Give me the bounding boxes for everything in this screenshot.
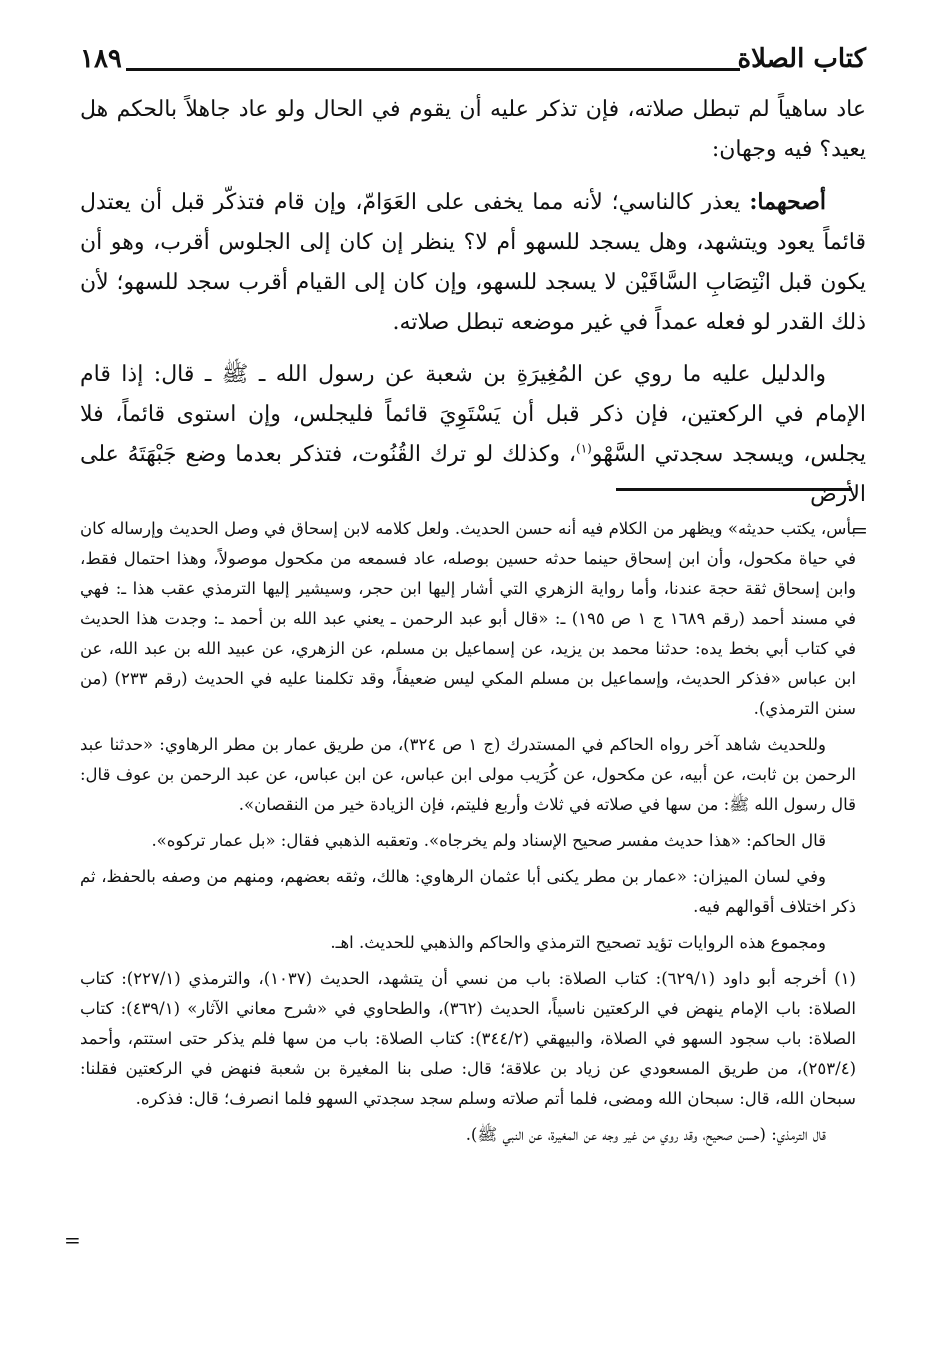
main-paragraph-3-text-b: ، وكذلك لو ترك القُنُوت، فتذكر بعدما وضع جَبْهَتَهُ على الأرض [80, 442, 866, 507]
page-number: ١٨٩ [80, 44, 122, 74]
continuation-mark: = [851, 518, 868, 542]
chapter-title: كتاب الصلاة [737, 44, 866, 74]
footnote-paragraph-4: وفي لسان الميزان: «عمار بن مطر يكنى أبا عثمان الرهاوي: هالك، وثقه بعضهم، ومنهم من وصفه بالحفظ، ثم ذكر اختلاف أقوالهم فيه. [80, 867, 856, 916]
footnote-divider [616, 488, 852, 491]
main-paragraph-3-text-a: والدليل عليه ما روي عن المُغِيرَةِ بن شعبة عن رسول الله ـ ﷺ ـ قال: إذا قام الإمام في الركعتين، فإن ذكر قبل أن يَسْتَوِيَ قائماً فليجلس، وإن استوى قائماً، فلا يجلس، ويسجد سجدتي السَّهْو [80, 362, 867, 467]
lead-term: أصحهما: [749, 189, 826, 215]
footnote-ref-1[interactable]: (١) [576, 441, 592, 456]
footnote-paragraph-7: قال الترمذي: (حسن صحيح، وقد روي من غير وجه عن المغيرة، عن النبي ﷺ). [465, 1125, 826, 1144]
footnote-paragraph-5: ومجموع هذه الروايات تؤيد تصحيح الترمذي والحاكم والذهبي للحديث. اهـ. [330, 933, 826, 952]
footnotes [80, 514, 856, 1156]
header-rule [126, 68, 740, 71]
footnote-paragraph-2: وللحديث شاهد آخر رواه الحاكم في المستدرك (ج ١ ص ٣٢٤)، من طريق عمار بن مطر الرهاوي: «حدثنا عبد الرحمن بن ثابت، عن أبيه، عن مكحول، عن كُرَيب مولى ابن عباس، عن ابن عباس، عن عبد الرحمن بن عوف قال: قال رسول الله ﷺ: من سها في صلاته في ثلاث وأربع فليتم، فإن الزيادة خير من النقصان». [80, 735, 856, 814]
running-header [80, 44, 866, 84]
main-paragraph-2-text: يعذر كالناسي؛ لأنه مما يخفى على العَوَامّ، وإن قام فتذكّر قبل أن يعتدل قائماً يعود ويتشهد، وهل يسجد للسهو أم لا؟ ينظر إن كان إلى الجلوس أقرب، وهو أن يكون قبل انْتِصَابِ السَّاقَيْن لا يسجد للسهو، وإن كان إلى القيام أقرب سجد للسهو؛ لأن ذلك القدر لو فعله عمداً في غير موضعه تبطل صلاته. [80, 190, 866, 335]
footnote-paragraph-3: قال الحاكم: «هذا حديث مفسر صحيح الإسناد ولم يخرجاه». وتعقبه الذهبي فقال: «بل عمار تركوه». [151, 831, 826, 850]
footnote-1: (١) أخرجه أبو داود (٦٢٩/١): كتاب الصلاة: باب من نسي أن يتشهد، الحديث (١٠٣٧)، والترمذي (٢٢٧/١): كتاب الصلاة: باب الإمام ينهض في الركعتين ناسياً، الحديث (٣٦٢)، والطحاوي في «شرح معاني الآثار» (٤٣٩/١): كتاب الصلاة: باب سجود السهو في الصلاة، والبيهقي (٣٤٤/٢): كتاب الصلاة: باب من سها فلم يذكر حتى استتم، وأحمد (٢٥٣/٤)، من طريق المسعودي عن زياد بن علاقة؛ قال: صلى بنا المغيرة بن شعبة فنهض في الركعتين فقلنا: سبحان الله، قال: سبحان الله ومضى، فلما أتم صلاته وسلم سجد سجدتي السهو فلما انصرف؛ قال: فذكره. [80, 969, 857, 1108]
end-continuation-mark: = [64, 1228, 81, 1252]
footnote-continued: بأس، يكتب حديثه» ويظهر من الكلام فيه أنه حسن الحديث. ولعل كلامه لابن إسحاق في وصل الحديث وإرساله كان في حياة مكحول، وأن ابن إسحاق حينما حدثه حسين بوصله، عاد فسمعه من مكحول موصولاً، وهذا احتمال فقط، وابن إسحاق ثقة حجة عندنا، وأما رواية الزهري التي أشار إليها ابن حجر، وسيشير إليها الترمذي عقب هذا ـ: فهي في مسند أحمد (رقم ١٦٨٩ ج ١ ص ١٩٥) ـ: «قال أبو عبد الرحمن ـ يعني عبد الله بن أحمد ـ: وجدت هذا الحديث في كتاب أبي بخط يده: حدثنا محمد بن يزيد، عن إسماعيل بن مسلم، عن الزهري، عن عبيد الله بن عبد الله، عن ابن عباس «فذكر الحديث، وإسماعيل بن مسلم المكي ليس ضعيفاً، وقد تكلمنا عليه في الحديث (رقم ٢٣٣) (من سنن الترمذي). [80, 519, 857, 718]
main-paragraph-3 [80, 355, 866, 515]
main-paragraph-2 [80, 182, 866, 343]
main-text [80, 90, 866, 527]
main-paragraph-1: عاد ساهياً لم تبطل صلاته، فإن تذكر عليه أن يقوم في الحال ولو عاد جاهلاً بالحكم هل يعيد؟ فيه وجهان: [80, 97, 866, 162]
